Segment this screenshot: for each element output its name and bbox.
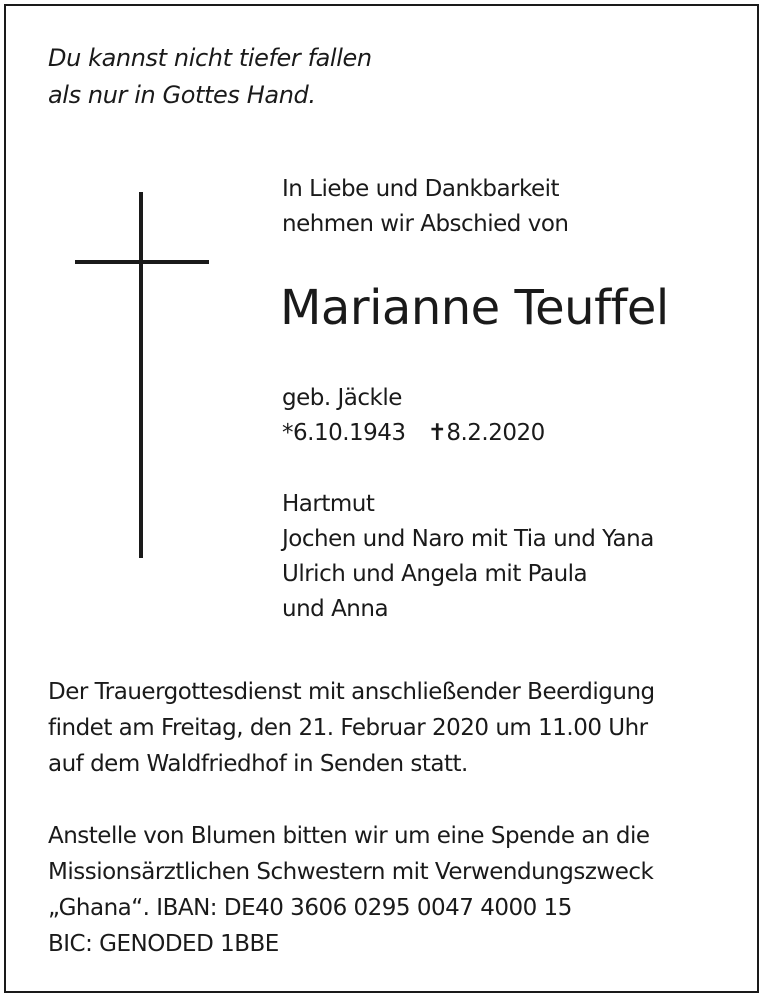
intro-text [282, 172, 568, 242]
intro-line: nehmen wir Abschied von [282, 211, 569, 237]
family-line: Ulrich und Angela mit Paula [282, 561, 588, 587]
service-info [48, 674, 655, 782]
life-dates [282, 416, 545, 451]
family-line: Hartmut [282, 491, 375, 517]
donation-line: „Ghana“. IBAN: DE40 3606 0295 0047 4000 15 [48, 895, 572, 921]
service-line: auf dem Waldfriedhof in Senden statt. [48, 751, 468, 777]
maiden-name: geb. Jäckle [282, 385, 402, 411]
intro-line: In Liebe und Dankbarkeit [282, 176, 560, 202]
family-list [282, 487, 654, 627]
donation-line: Missionsärztlichen Schwestern mit Verwendungszweck [48, 859, 654, 885]
life-dates-block [282, 381, 545, 451]
service-line: findet am Freitag, den 21. Februar 2020 um 11.00 Uhr [48, 715, 648, 741]
motto-line: Du kannst nicht tiefer fallen [48, 44, 372, 72]
deceased-name: Marianne Teuffel [280, 280, 669, 336]
donation-line: Anstelle von Blumen bitten wir um eine Spende an die [48, 823, 650, 849]
donation-line: BIC: GENODED 1BBE [48, 931, 279, 957]
cross-icon [72, 192, 212, 558]
donation-info [48, 818, 653, 962]
cross-horizontal-bar [75, 260, 209, 264]
family-line: und Anna [282, 596, 389, 622]
birth-date: *6.10.1943 [282, 420, 406, 446]
family-line: Jochen und Naro mit Tia und Yana [282, 526, 654, 552]
service-line: Der Trauergottesdienst mit anschließender Beerdigung [48, 679, 655, 705]
death-date: ✝8.2.2020 [427, 420, 545, 446]
motto-verse [48, 40, 372, 114]
cross-vertical-bar [139, 192, 143, 558]
motto-line: als nur in Gottes Hand. [48, 81, 316, 109]
